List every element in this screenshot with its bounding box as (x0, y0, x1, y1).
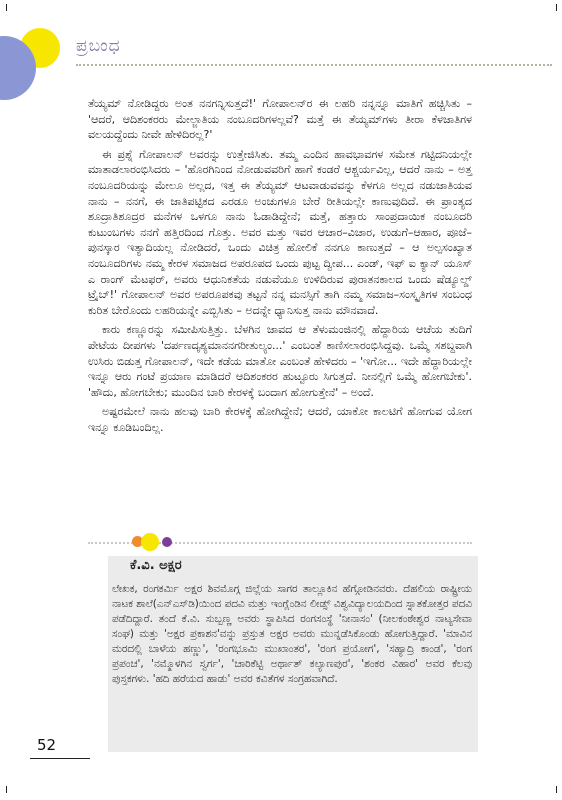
paragraph: ತೆಯ್ಯಮ್ ನೋಡಿದ್ದರು ಅಂತ ನನಗನ್ನಿಸುತ್ತದೆ!' ಗೋಪಾಲನ್‌ರ ಈ ಲಹರಿ ನನ್ನನ್ನೂ ಮಾತಿಗೆ ಹಚ್ಚಿಸಿತು – 'ಆದರೆ, ಆದಿಶಂಕರರು ಮೇಲ್ಜಾತಿಯ ನಂಬೂದರಿಗಳಲ್ಲವೆ? ಮತ್ತೆ ಈ ತೆಯ್ಯಮ್‌ಗಳು ತೀರಾ ಕೆಳಜಾತಿಗಳ ವಲಯದ್ದೆಂದು ನೀವೇ ಹೇಳಿದಿರಲ್ಲ?' (88, 97, 472, 142)
author-info-box (108, 556, 478, 752)
page-number: 52 (37, 736, 57, 754)
author-bio: ಲೇಖಕ, ರಂಗಕರ್ಮಿ ಅಕ್ಷರ ಶಿವಮೊಗ್ಗ ಜಿಲ್ಲೆಯ ಸಾಗರ ತಾಲ್ಲೂಕಿನ ಹೆಗ್ಗೋಡಿನವರು. ದೆಹಲಿಯ ರಾಷ್ಟ್ರೀಯ ನಾಟಕ ಶಾಲೆ(ಎನ್‌ಎಸ್‌ಡಿ)ಯಿಂದ ಪದವಿ ಮತ್ತು ಇಂಗ್ಲೆಂಡಿನ ಲೀಡ್ಸ್ ವಿಶ್ವವಿದ್ಯಾಲಯದಿಂದ ಸ್ನಾತಕೋತ್ತರ ಪದವಿ ಪಡೆದಿದ್ದಾರೆ. ತಂದೆ ಕೆ.ವಿ. ಸುಬ್ಬಣ್ಣ ಅವರು ಸ್ಥಾಪಿಸಿದ ರಂಗಸಂಸ್ಥೆ 'ನೀನಾಸಂ' (ನೀಲಕಂಠೇಶ್ವರ ನಾಟ್ಯಸೇವಾ ಸಂಘ) ಮತ್ತು 'ಅಕ್ಷರ ಪ್ರಕಾಶನ'ವನ್ನು ಪ್ರಸ್ತುತ ಅಕ್ಷರ ಅವರು ಮುನ್ನಡೆಸಿಕೊಂಡು ಹೋಗುತ್ತಿದ್ದಾರೆ. 'ಮಾವಿನ ಮರದಲ್ಲಿ ಬಾಳೆಯ ಹಣ್ಣು', 'ರಂಗಭೂಮಿ ಮುಖಾಂತರ', 'ರಂಗ ಪ್ರಯೋಗ', 'ಸಹ್ಯಾದ್ರಿ ಕಾಂಡ', 'ರಂಗ ಪ್ರಪಂಚ', 'ನಮ್ಮೊಳಗಿನ ಸ್ವರ್ಗ', 'ಚಾರಿಕೆಟ್ಟಿ ಅರ್ಥಾತ್ ಕಲ್ಯಾಣಪುರ', 'ಶಂಕರ ವಿಹಾರ' ಅವರ ಕೆಲವು ಪುಸ್ತಕಗಳು. 'ಹದಿ ಹರೆಯದ ಹಾಡು' ಅವರ ಕವಿತೆಗಳ ಸಂಗ್ರಹವಾಗಿದೆ. (112, 583, 472, 685)
crop-mark-bottom-right (548, 786, 558, 796)
crop-mark-top-right (548, 4, 558, 14)
header-decoration (0, 26, 70, 106)
crop-mark-bottom-left (6, 786, 16, 796)
header-dotted-rule (76, 64, 552, 66)
paragraph: ಈ ಪ್ರಶ್ನೆ ಗೋಪಾಲನ್ ಅವರನ್ನು ಉತ್ತೇಜಿಸಿತು. ತಮ್ಮ ಎಂದಿನ ಹಾವಭಾವಗಳ ಸಮೇತ ಗಟ್ಟಿದನಿಯಲ್ಲೇ ಮಾತಾಡಲಾರಂಭಿಸಿದರು – 'ಹೊರಗಿನಿಂದ ನೋಡುವವರಿಗೆ ಹಾಗೆ ಕಂಡರೆ ಆಶ್ಚರ್ಯವಿಲ್ಲ, ಆದರೆ ನಾನು – ಅತ್ತ ನಂಬೂದರಿಯನ್ನು ಮೇಲೂ ಅಲ್ಲದ, ಇತ್ತ ಈ ತೆಯ್ಯಮ್ ಆಟವಾಡುವವನ್ನು ಕೆಳಗೂ ಅಲ್ಲದ ನಡುಜಾತಿಯವ ನಾನು – ನನಗೆ, ಈ ಜಾತಿಪಟ್ಟಿಕದ ಎರಡೂ ಅಂಚುಗಳೂ ಬೇರೆ ರೀತಿಯಲ್ಲೇ ಕಾಣುವುದಿದೆ. ಈ ಪ್ರಾಂತ್ಯದ ಶೂದ್ರಾತಿಶೂದ್ರರ ಮನೆಗಳ ಒಳಗೂ ನಾನು ಓಡಾಡಿದ್ದೇನೆ; ಮತ್ತೆ, ಹತ್ತಾರು ಸಾಂಪ್ರದಾಯಿಕ ನಂಬೂದರಿ ಕುಟುಂಬಗಳು ನನಗೆ ಹತ್ತಿರದಿಂದ ಗೊತ್ತು. ಅವರ ಮತ್ತು ಇವರ ಆಚಾರ–ವಿಚಾರ, ಉಡುಗೆ–ಆಹಾರ, ಪೂಜೆ–ಪುನಸ್ಕಾರ ಇತ್ಯಾದಿಯಲ್ಲ ನೋಡಿದರೆ, ಒಂದು ವಿಚಿತ್ರ ಹೋಲಿಕೆ ನನಗೂ ಕಾಣುತ್ತದೆ – ಆ ಅಲ್ಪಸಂಖ್ಯಾತ ನಂಬೂದರಿಗಳು ನಮ್ಮ ಕೇರಳ ಸಮಾಜದ ಅಪರೂಪದ ಒಂದು ಪುಟ್ಟ ದ್ವೀಪ... ಎಂಡ್, ಇಫ್ ಐ ಕ್ಯಾನ್ ಯೂಸ್ ಎ ರಾಂಗ್ ಮೆಟಫರ್, ಅವರು ಆಧುನಿಕತೆಯ ನಡುವೆಯೂ ಉಳಿದಿರುವ ಪುರಾತನಕಾಲದ ಒಂದು ಷೆಡ್ಯೂಲ್ಡ್ ಟ್ರೈಬ್!' ಗೋಪಾಲನ್ ಅವರ ಅಪರೂಪಕವು ತಟ್ಟನೆ ನನ್ನ ಮನಸ್ಸಿಗೆ ತಾಗಿ ನಮ್ಮ ಸಮಾಜ–ಸಂಸ್ಕೃತಿಗಳ ಸಂಬಂಧ ಕುರಿತ ಬೇರೊಂದು ಲಹರಿಯನ್ನೇ ಎಬ್ಬಿಸಿತು – ಅದನ್ನೇ ಧ್ಯಾನಿಸುತ್ತ ನಾನು ಮೌನವಾದೆ. (88, 147, 472, 317)
purple-dot-decoration (162, 537, 172, 547)
page-number-rule (30, 758, 90, 759)
article-body (88, 96, 472, 439)
paragraph: ಅಷ್ಟರಮೇಲೆ ನಾನು ಹಲವು ಬಾರಿ ಕೇರಳಕ್ಕೆ ಹೋಗಿದ್ದೇನೆ; ಆದರೆ, ಯಾಕೋ ಕಾಲಟಿಗೆ ಹೋಗುವ ಯೋಗ ಇನ್ನೂ ಕೂಡಿಬಂದಿಲ್ಲ. (88, 405, 472, 434)
section-separator (88, 535, 472, 551)
crop-mark-top-left (6, 4, 16, 14)
paragraph: ಕಾರು ಕಣ್ಣೂರನ್ನು ಸಮೀಪಿಸುತ್ತಿತ್ತು. ಬೆಳಗಿನ ಜಾವದ ಆ ತೆಳುಮಂಜಿನಲ್ಲಿ ಹೆದ್ದಾರಿಯ ಆಚೆಯ ತುದಿಗೆ ಪೇಟೆಯ ದೀಪಗಳು 'ದರ್ಪಣದೃಶ್ಯಮಾನನಗರೀತುಲ್ಯಂ...' ಎಂಬಂತೆ ಕಾಣಿಸಲಾರಂಭಿಸಿದ್ದವು. ಒಮ್ಮೆ ಸಶಬ್ದವಾಗಿ ಉಸಿರು ಬಿಡುತ್ತ ಗೋಪಾಲನ್, ಇದೇ ಕಡೆಯ ಮಾತೋ ಎಂಬಂತೆ ಹೇಳಿದರು – 'ಇಗೋ... ಇದೇ ಹೆದ್ದಾರಿಯಲ್ಲೇ ಇನ್ನೂ ಆರು ಗಂಟೆ ಪ್ರಯಾಣ ಮಾಡಿದರೆ ಆದಿಶಂಕರರ ಹುಟ್ಟೂರು ಸಿಗುತ್ತದೆ. ನೀನಲ್ಲಿಗೆ ಒಮ್ಮೆ ಹೋಗಬೇಕು'. 'ಹೌದು, ಹೋಗಬೇಕು; ಮುಂದಿನ ಬಾರಿ ಕೇರಳಕ್ಕೆ ಬಂದಾಗ ಹೋಗುತ್ತೇನೆ' – ಅಂದೆ. (88, 323, 472, 399)
yellow-dot-decoration (141, 533, 159, 551)
section-title: ಪ್ರಬಂಧ (76, 36, 121, 56)
author-name: ಕೆ.ವಿ. ಅಕ್ಷರ (130, 558, 182, 573)
